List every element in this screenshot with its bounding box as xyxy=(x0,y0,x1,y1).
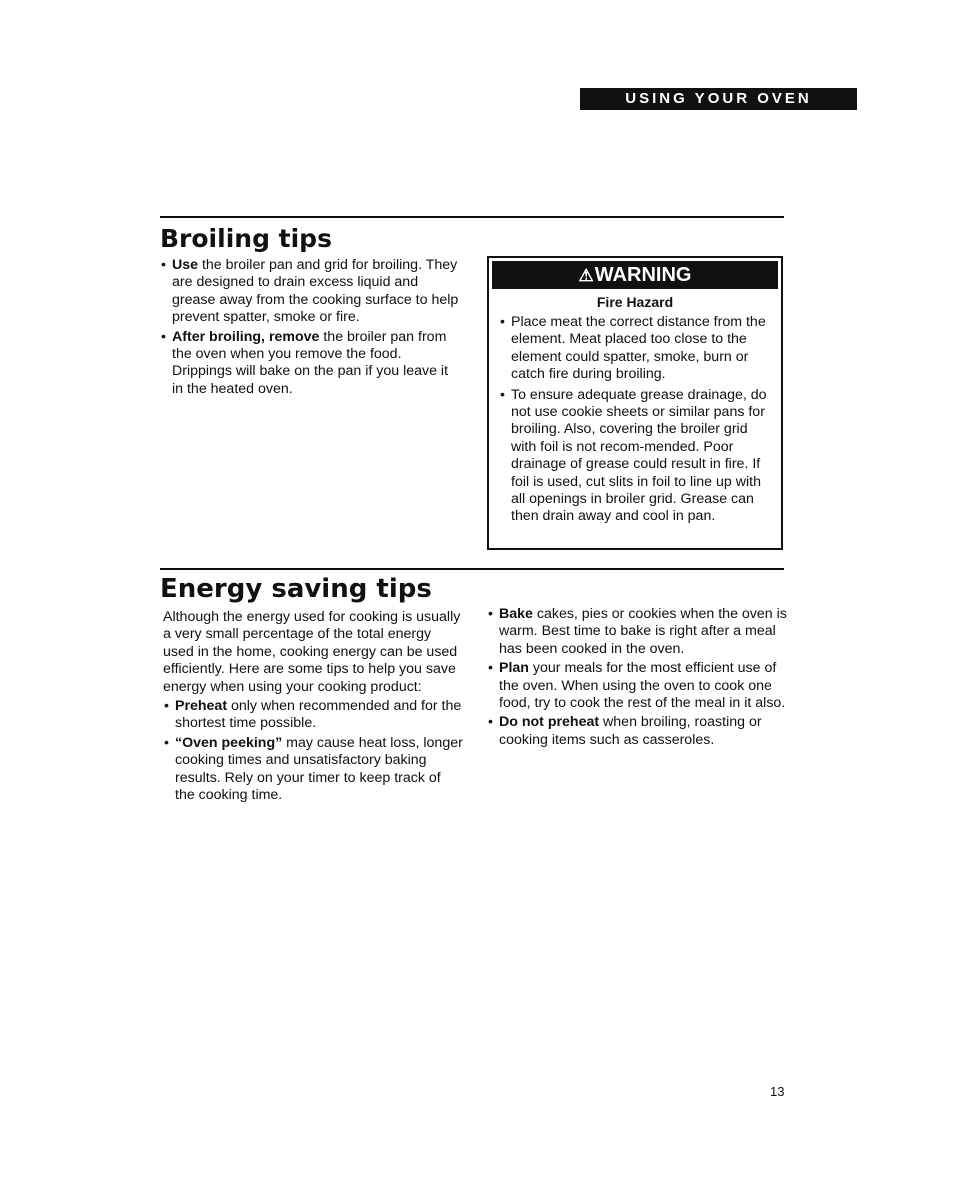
warning-item: • To ensure adequate grease drainage, do not use cookie sheets or similar pans for broiling. Also, covering the broiler grid with foil is not recom-mended. Poor drainage of grease could result in fire. If foil is used, cut slits in foil to line up with all openings in broiler grid. Grease can then drain away and cool in pan. xyxy=(499,387,773,526)
broiling-tip: • After broiling, remove the broiler pan from the oven when you remove the food. Drippings will bake on the pan if you leave it in the heated oven. xyxy=(160,329,460,399)
fire-hazard-warning xyxy=(487,256,783,550)
warning-header: ⚠WARNING xyxy=(492,261,778,289)
energy-left-column xyxy=(163,609,463,806)
broiling-rule xyxy=(160,216,784,218)
energy-tip: • Bake cakes, pies or cookies when the oven is warm. Best time to bake is right after a meal has been cooked in the oven. xyxy=(487,606,787,658)
section-banner: USING YOUR OVEN xyxy=(580,88,857,110)
energy-title: Energy saving tips xyxy=(160,574,432,604)
page-number: 13 xyxy=(770,1084,785,1099)
energy-tip: • Plan your meals for the most efficient use of the oven. When using the oven to cook one food, try to cook the rest of the meal in it also. xyxy=(487,660,787,712)
energy-tip: • “Oven peeking” may cause heat loss, longer cooking times and unsatisfactory baking results. Rely on your timer to keep track of the cooking time. xyxy=(163,735,463,805)
energy-rule xyxy=(160,568,784,570)
energy-tip: • Preheat only when recommended and for the shortest time possible. xyxy=(163,698,463,733)
energy-tip: • Do not preheat when broiling, roasting or cooking items such as casseroles. xyxy=(487,714,787,749)
energy-right-column xyxy=(487,606,787,751)
warning-item: • Place meat the correct distance from the element. Meat placed too close to the element could spatter, smoke, burn or catch fire during broiling. xyxy=(499,314,773,384)
warning-subtitle: Fire Hazard xyxy=(596,294,674,310)
broiling-tip: • Use the broiler pan and grid for broiling. They are designed to drain excess liquid and grease away from the cooking surface to help prevent spatter, smoke or fire. xyxy=(160,257,460,327)
broiling-title: Broiling tips xyxy=(160,224,332,253)
broiling-tips xyxy=(160,257,460,400)
energy-intro: Although the energy used for cooking is usually a very small percentage of the total energy used in the home, cooking energy can be used efficiently. Here are some tips to help you save energy when using your cooking product: xyxy=(163,609,461,695)
warning-triangle-icon: ⚠ xyxy=(578,266,594,285)
